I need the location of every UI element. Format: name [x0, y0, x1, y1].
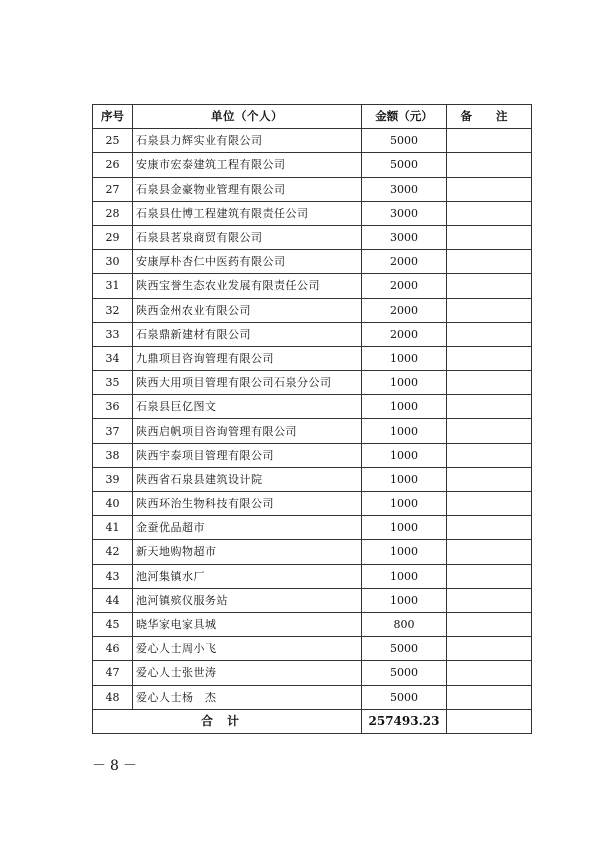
table-header [93, 105, 532, 129]
row-amount: 5000 [362, 153, 447, 177]
row-index: 37 [93, 419, 133, 443]
row-amount: 2000 [362, 274, 447, 298]
row-note [447, 250, 532, 274]
row-unit: 石泉县茗泉商贸有限公司 [133, 225, 362, 249]
table-row [93, 371, 532, 395]
page-number: －8－ [92, 758, 141, 774]
table-row [93, 346, 532, 370]
row-note [447, 346, 532, 370]
table-row [93, 661, 532, 685]
row-note [447, 467, 532, 491]
row-index: 46 [93, 637, 133, 661]
row-note [447, 612, 532, 636]
row-note [447, 661, 532, 685]
table-row [93, 467, 532, 491]
row-note [447, 274, 532, 298]
table-row [93, 395, 532, 419]
table-body [93, 129, 532, 710]
table-row [93, 540, 532, 564]
table-row [93, 322, 532, 346]
row-unit: 金蚕优品超市 [133, 516, 362, 540]
row-unit: 晓华家电家具城 [133, 612, 362, 636]
row-unit: 石泉鼎新建材有限公司 [133, 322, 362, 346]
row-index: 38 [93, 443, 133, 467]
row-amount: 5000 [362, 685, 447, 709]
table-row [93, 177, 532, 201]
row-unit: 池河镇殡仪服务站 [133, 588, 362, 612]
row-amount: 800 [362, 612, 447, 636]
row-amount: 1000 [362, 588, 447, 612]
row-unit: 石泉县仕博工程建筑有限责任公司 [133, 201, 362, 225]
table-row [93, 685, 532, 709]
row-index: 27 [93, 177, 133, 201]
row-index: 41 [93, 516, 133, 540]
row-unit: 九鼎项目咨询管理有限公司 [133, 346, 362, 370]
table-row [93, 129, 532, 153]
row-note [447, 637, 532, 661]
row-amount: 1000 [362, 371, 447, 395]
row-unit: 陕西启帆项目咨询管理有限公司 [133, 419, 362, 443]
row-note [447, 516, 532, 540]
row-index: 30 [93, 250, 133, 274]
row-index: 39 [93, 467, 133, 491]
header-unit: 单位（个人） [133, 105, 362, 129]
table-row [93, 298, 532, 322]
total-row [93, 709, 532, 733]
row-index: 29 [93, 225, 133, 249]
row-unit: 陕西宇泰项目管理有限公司 [133, 443, 362, 467]
row-unit: 石泉县力辉实业有限公司 [133, 129, 362, 153]
row-amount: 3000 [362, 201, 447, 225]
row-note [447, 443, 532, 467]
table-row [93, 637, 532, 661]
row-index: 28 [93, 201, 133, 225]
row-index: 32 [93, 298, 133, 322]
table-row [93, 201, 532, 225]
row-amount: 5000 [362, 129, 447, 153]
row-note [447, 540, 532, 564]
total-label: 合计 [93, 709, 362, 733]
row-unit: 安康厚朴杏仁中医药有限公司 [133, 250, 362, 274]
row-index: 43 [93, 564, 133, 588]
row-unit: 安康市宏泰建筑工程有限公司 [133, 153, 362, 177]
row-unit: 新天地购物超市 [133, 540, 362, 564]
row-note [447, 322, 532, 346]
row-amount: 5000 [362, 661, 447, 685]
row-unit: 爱心人士张世涛 [133, 661, 362, 685]
table-row [93, 225, 532, 249]
row-note [447, 588, 532, 612]
row-amount: 3000 [362, 225, 447, 249]
header-row [93, 105, 532, 129]
table-row [93, 274, 532, 298]
row-note [447, 201, 532, 225]
row-unit: 石泉县巨亿图文 [133, 395, 362, 419]
row-amount: 3000 [362, 177, 447, 201]
row-amount: 2000 [362, 322, 447, 346]
row-note [447, 153, 532, 177]
header-index: 序号 [93, 105, 133, 129]
row-note [447, 564, 532, 588]
row-unit: 陕西金州农业有限公司 [133, 298, 362, 322]
row-index: 33 [93, 322, 133, 346]
row-amount: 1000 [362, 443, 447, 467]
row-index: 48 [93, 685, 133, 709]
row-unit: 陕西环治生物科技有限公司 [133, 492, 362, 516]
table-row [93, 588, 532, 612]
row-index: 25 [93, 129, 133, 153]
row-amount: 1000 [362, 467, 447, 491]
row-unit: 陕西省石泉县建筑设计院 [133, 467, 362, 491]
row-amount: 1000 [362, 492, 447, 516]
row-unit: 池河集镇水厂 [133, 564, 362, 588]
row-amount: 1000 [362, 516, 447, 540]
row-amount: 1000 [362, 346, 447, 370]
header-note: 备 注 [447, 105, 532, 129]
row-amount: 1000 [362, 564, 447, 588]
table-row [93, 419, 532, 443]
row-unit: 陕西宝誉生态农业发展有限责任公司 [133, 274, 362, 298]
row-index: 47 [93, 661, 133, 685]
row-index: 44 [93, 588, 133, 612]
table-row [93, 564, 532, 588]
row-note [447, 129, 532, 153]
header-amount: 金额（元） [362, 105, 447, 129]
row-note [447, 177, 532, 201]
table-row [93, 153, 532, 177]
total-note [447, 709, 532, 733]
row-note [447, 492, 532, 516]
row-index: 45 [93, 612, 133, 636]
row-note [447, 371, 532, 395]
table-row [93, 612, 532, 636]
row-note [447, 395, 532, 419]
row-unit: 爱心人士杨 杰 [133, 685, 362, 709]
row-amount: 2000 [362, 250, 447, 274]
row-index: 42 [93, 540, 133, 564]
row-index: 31 [93, 274, 133, 298]
table-row [93, 516, 532, 540]
total-amount: 257493.23 [362, 709, 447, 733]
row-index: 35 [93, 371, 133, 395]
row-index: 36 [93, 395, 133, 419]
row-amount: 2000 [362, 298, 447, 322]
row-amount: 5000 [362, 637, 447, 661]
table-row [93, 250, 532, 274]
row-note [447, 298, 532, 322]
row-unit: 陕西大用项目管理有限公司石泉分公司 [133, 371, 362, 395]
table-row [93, 492, 532, 516]
row-unit: 石泉县金豪物业管理有限公司 [133, 177, 362, 201]
row-note [447, 685, 532, 709]
row-unit: 爱心人士周小飞 [133, 637, 362, 661]
table-row [93, 443, 532, 467]
donation-table [92, 104, 532, 734]
row-amount: 1000 [362, 540, 447, 564]
row-index: 34 [93, 346, 133, 370]
row-index: 26 [93, 153, 133, 177]
row-note [447, 419, 532, 443]
row-note [447, 225, 532, 249]
row-index: 40 [93, 492, 133, 516]
row-amount: 1000 [362, 395, 447, 419]
table-footer [93, 709, 532, 733]
row-amount: 1000 [362, 419, 447, 443]
